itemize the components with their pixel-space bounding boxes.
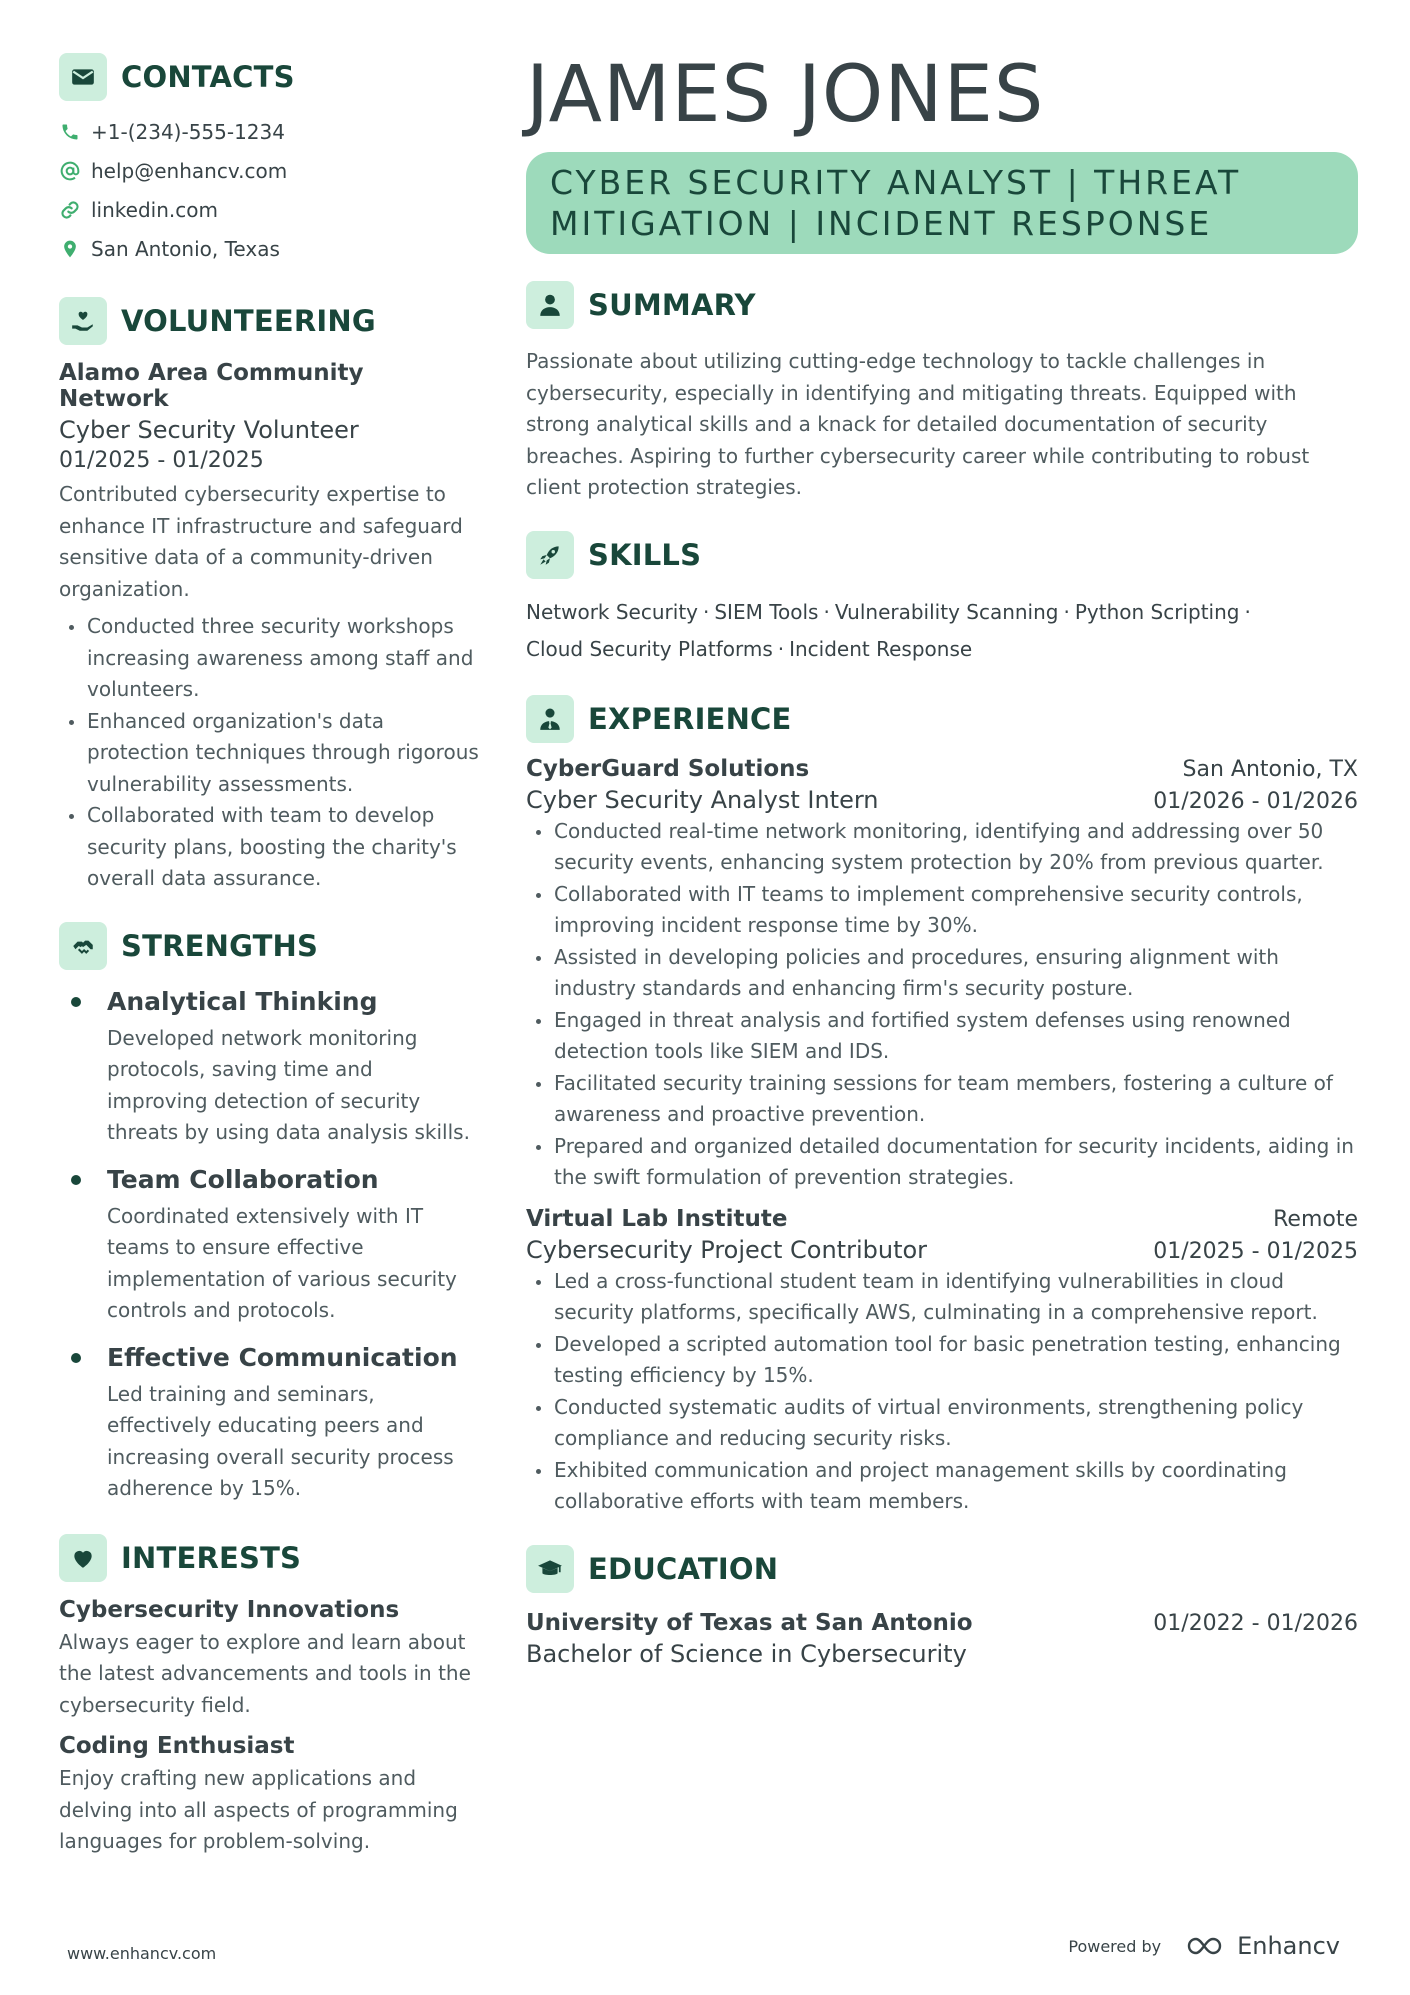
job-bullets <box>526 816 1358 1194</box>
list-item: Assisted in developing policies and procedures, ensuring alignment with industry standards and enhancing firm's security posture. <box>526 942 1358 1005</box>
location-pin-icon <box>59 238 81 260</box>
interest-item <box>59 1733 479 1858</box>
skill-separator: · <box>777 636 785 661</box>
contact-phone[interactable] <box>59 112 479 151</box>
volunteering-role: Cyber Security Volunteer <box>59 416 359 444</box>
job-role: Cybersecurity Project Contributor <box>526 1235 928 1264</box>
skills-title: SKILLS <box>588 537 702 572</box>
right-column <box>526 50 1358 1668</box>
strength-name: Analytical Thinking <box>107 986 378 1016</box>
job-header-row <box>526 756 1358 782</box>
contact-linkedin[interactable] <box>59 190 479 229</box>
volunteering-section-header <box>59 296 479 346</box>
graduation-cap-icon <box>526 1545 574 1593</box>
strength-description: Coordinated extensively with IT teams to ensure effective implementation of various security controls and protocols. <box>107 1203 457 1322</box>
job-entry <box>526 756 1358 1194</box>
left-column <box>59 52 479 1858</box>
contact-linkedin-text: linkedin.com <box>91 197 218 222</box>
user-tie-icon <box>526 695 574 743</box>
skill-separator: · <box>703 599 710 624</box>
summary-title: SUMMARY <box>588 288 756 322</box>
job-company: Virtual Lab Institute <box>526 1205 788 1232</box>
list-item: Developed a scripted automation tool for basic penetration testing, enhancing testing efficiency by 15%. <box>526 1329 1358 1392</box>
skill-item: Incident Response <box>789 636 973 661</box>
hand-heart-icon <box>59 297 107 345</box>
rocket-icon <box>526 531 574 579</box>
skill-item: Network Security <box>526 599 698 624</box>
strength-item <box>59 985 479 1149</box>
strength-name: Effective Communication <box>107 1342 458 1372</box>
link-icon <box>59 199 81 221</box>
strength-item <box>59 1341 479 1505</box>
job-header-row <box>526 1206 1358 1232</box>
handshake-icon <box>59 922 107 970</box>
list-item: Collaborated with team to develop security plans, boosting the charity's overall data assurance. <box>59 800 479 895</box>
envelope-icon <box>59 53 107 101</box>
bullet-dot-icon <box>71 1175 81 1185</box>
strengths-section-header <box>59 921 479 971</box>
heart-icon <box>59 1534 107 1582</box>
job-bullets <box>526 1266 1358 1518</box>
list-item: Conducted real-time network monitoring, identifying and addressing over 50 security events, enhancing system protection by 20% from previous quarter. <box>526 816 1358 879</box>
list-item: Collaborated with IT teams to implement comprehensive security controls, improving incident response time by 30%. <box>526 879 1358 942</box>
contacts-list <box>59 112 479 268</box>
interest-item <box>59 1597 479 1722</box>
footer-branding <box>1068 1932 1340 1960</box>
at-sign-icon <box>59 160 81 182</box>
skill-item: Vulnerability Scanning <box>834 599 1059 624</box>
contacts-section-header <box>59 52 479 102</box>
skill-separator: · <box>1244 599 1251 624</box>
education-dates: 01/2022 - 01/2026 <box>1153 1610 1358 1636</box>
phone-icon <box>59 121 81 143</box>
powered-by-label: Powered by <box>1068 1936 1162 1956</box>
list-item: Conducted systematic audits of virtual environments, strengthening policy compliance and reducing security risks. <box>526 1392 1358 1455</box>
strengths-list <box>59 985 479 1505</box>
experience-title: EXPERIENCE <box>588 701 792 736</box>
skill-item: SIEM Tools <box>714 599 819 624</box>
volunteering-entry <box>59 360 479 895</box>
skills-section-header <box>526 530 1358 580</box>
list-item: Facilitated security training sessions for team members, fostering a culture of awareness and proactive prevention. <box>526 1068 1358 1131</box>
contact-location <box>59 229 479 268</box>
strength-description: Developed network monitoring protocols, saving time and improving detection of security threats by using data analysis skills. <box>107 1025 470 1144</box>
job-location: San Antonio, TX <box>1182 756 1358 782</box>
job-location: Remote <box>1273 1206 1358 1232</box>
list-item: Engaged in threat analysis and fortified system defenses using renowned detection tools like SIEM and IDS. <box>526 1005 1358 1068</box>
job-company: CyberGuard Solutions <box>526 755 810 782</box>
bullet-dot-icon <box>71 997 81 1007</box>
interest-name: Coding Enthusiast <box>59 1733 295 1759</box>
summary-text: Passionate about utilizing cutting-edge technology to tackle challenges in cybersecurity, especially in identifying and mitigating threats. Equipped with strong analytical skills and a knack for detailed documentation of security breaches. Aspiring to further cybersecurity career while contributing to robust client protection strategies. <box>526 349 1310 499</box>
education-school: University of Texas at San Antonio <box>526 1609 973 1636</box>
contacts-title: CONTACTS <box>121 60 295 94</box>
education-header-row <box>526 1610 1358 1636</box>
job-entry <box>526 1206 1358 1518</box>
education-degree: Bachelor of Science in Cybersecurity <box>526 1639 967 1668</box>
list-item: Exhibited communication and project management skills by coordinating collaborative efforts with team members. <box>526 1455 1358 1518</box>
bullet-dot-icon <box>71 1353 81 1363</box>
skill-separator: · <box>1063 599 1070 624</box>
footer-website[interactable]: www.enhancv.com <box>67 1944 217 1963</box>
strength-name: Team Collaboration <box>107 1164 379 1194</box>
volunteering-dates: 01/2025 - 01/2025 <box>59 448 264 473</box>
education-section-header <box>526 1544 1358 1594</box>
interests-title: INTERESTS <box>121 1540 302 1575</box>
interests-list <box>59 1597 479 1858</box>
job-role: Cyber Security Analyst Intern <box>526 785 879 814</box>
volunteering-bullets <box>59 611 479 895</box>
person-icon <box>526 281 574 329</box>
volunteering-title: VOLUNTEERING <box>121 304 376 338</box>
volunteering-org: Alamo Area Community Network <box>59 360 364 412</box>
strength-description: Led training and seminars, effectively educating peers and increasing overall security process adherence by 15%. <box>107 1381 454 1500</box>
skill-item: Python Scripting <box>1074 599 1240 624</box>
summary-section-header <box>526 280 1358 330</box>
volunteering-description: Contributed cybersecurity expertise to enhance IT infrastructure and safeguard sensitive data of a community-driven organization. <box>59 482 463 601</box>
job-dates: 01/2026 - 01/2026 <box>1153 788 1358 814</box>
job-dates: 01/2025 - 01/2025 <box>1153 1238 1358 1264</box>
skill-separator: · <box>823 599 830 624</box>
contact-location-text: San Antonio, Texas <box>91 236 280 261</box>
list-item: Conducted three security workshops increasing awareness among staff and volunteers. <box>59 611 479 706</box>
education-title: EDUCATION <box>588 1551 779 1586</box>
education-entry <box>526 1610 1358 1668</box>
brand-logo[interactable] <box>1183 1932 1340 1960</box>
headline-banner: CYBER SECURITY ANALYST | THREAT MITIGATION | INCIDENT RESPONSE <box>526 152 1358 254</box>
job-role-row <box>526 786 1358 814</box>
contact-email[interactable] <box>59 151 479 190</box>
list-item: Enhanced organization's data protection techniques through rigorous vulnerability assessments. <box>59 706 479 801</box>
candidate-name: JAMES JONES <box>526 50 1045 140</box>
contact-email-text: help@enhancv.com <box>91 158 288 183</box>
contact-phone-text: +1-(234)-555-1234 <box>91 119 285 144</box>
job-role-row <box>526 1236 1358 1264</box>
enhancv-logo-icon <box>1183 1933 1229 1959</box>
list-item: Led a cross-functional student team in identifying vulnerabilities in cloud security platforms, specifically AWS, culminating in a comprehensive report. <box>526 1266 1358 1329</box>
interest-description: Enjoy crafting new applications and delving into all aspects of programming languages for problem-solving. <box>59 1766 458 1853</box>
skills-list <box>526 594 1358 668</box>
list-item: Prepared and organized detailed documentation for security incidents, aiding in the swift formulation of prevention strategies. <box>526 1131 1358 1194</box>
interest-name: Cybersecurity Innovations <box>59 1596 400 1623</box>
strengths-title: STRENGTHS <box>121 928 319 963</box>
experience-section-header <box>526 694 1358 744</box>
strength-item <box>59 1163 479 1327</box>
interests-section-header <box>59 1533 479 1583</box>
interest-description: Always eager to explore and learn about the latest advancements and tools in the cybersecurity field. <box>59 1629 471 1717</box>
skill-item: Cloud Security Platforms <box>526 636 773 661</box>
brand-name: Enhancv <box>1237 1932 1340 1960</box>
